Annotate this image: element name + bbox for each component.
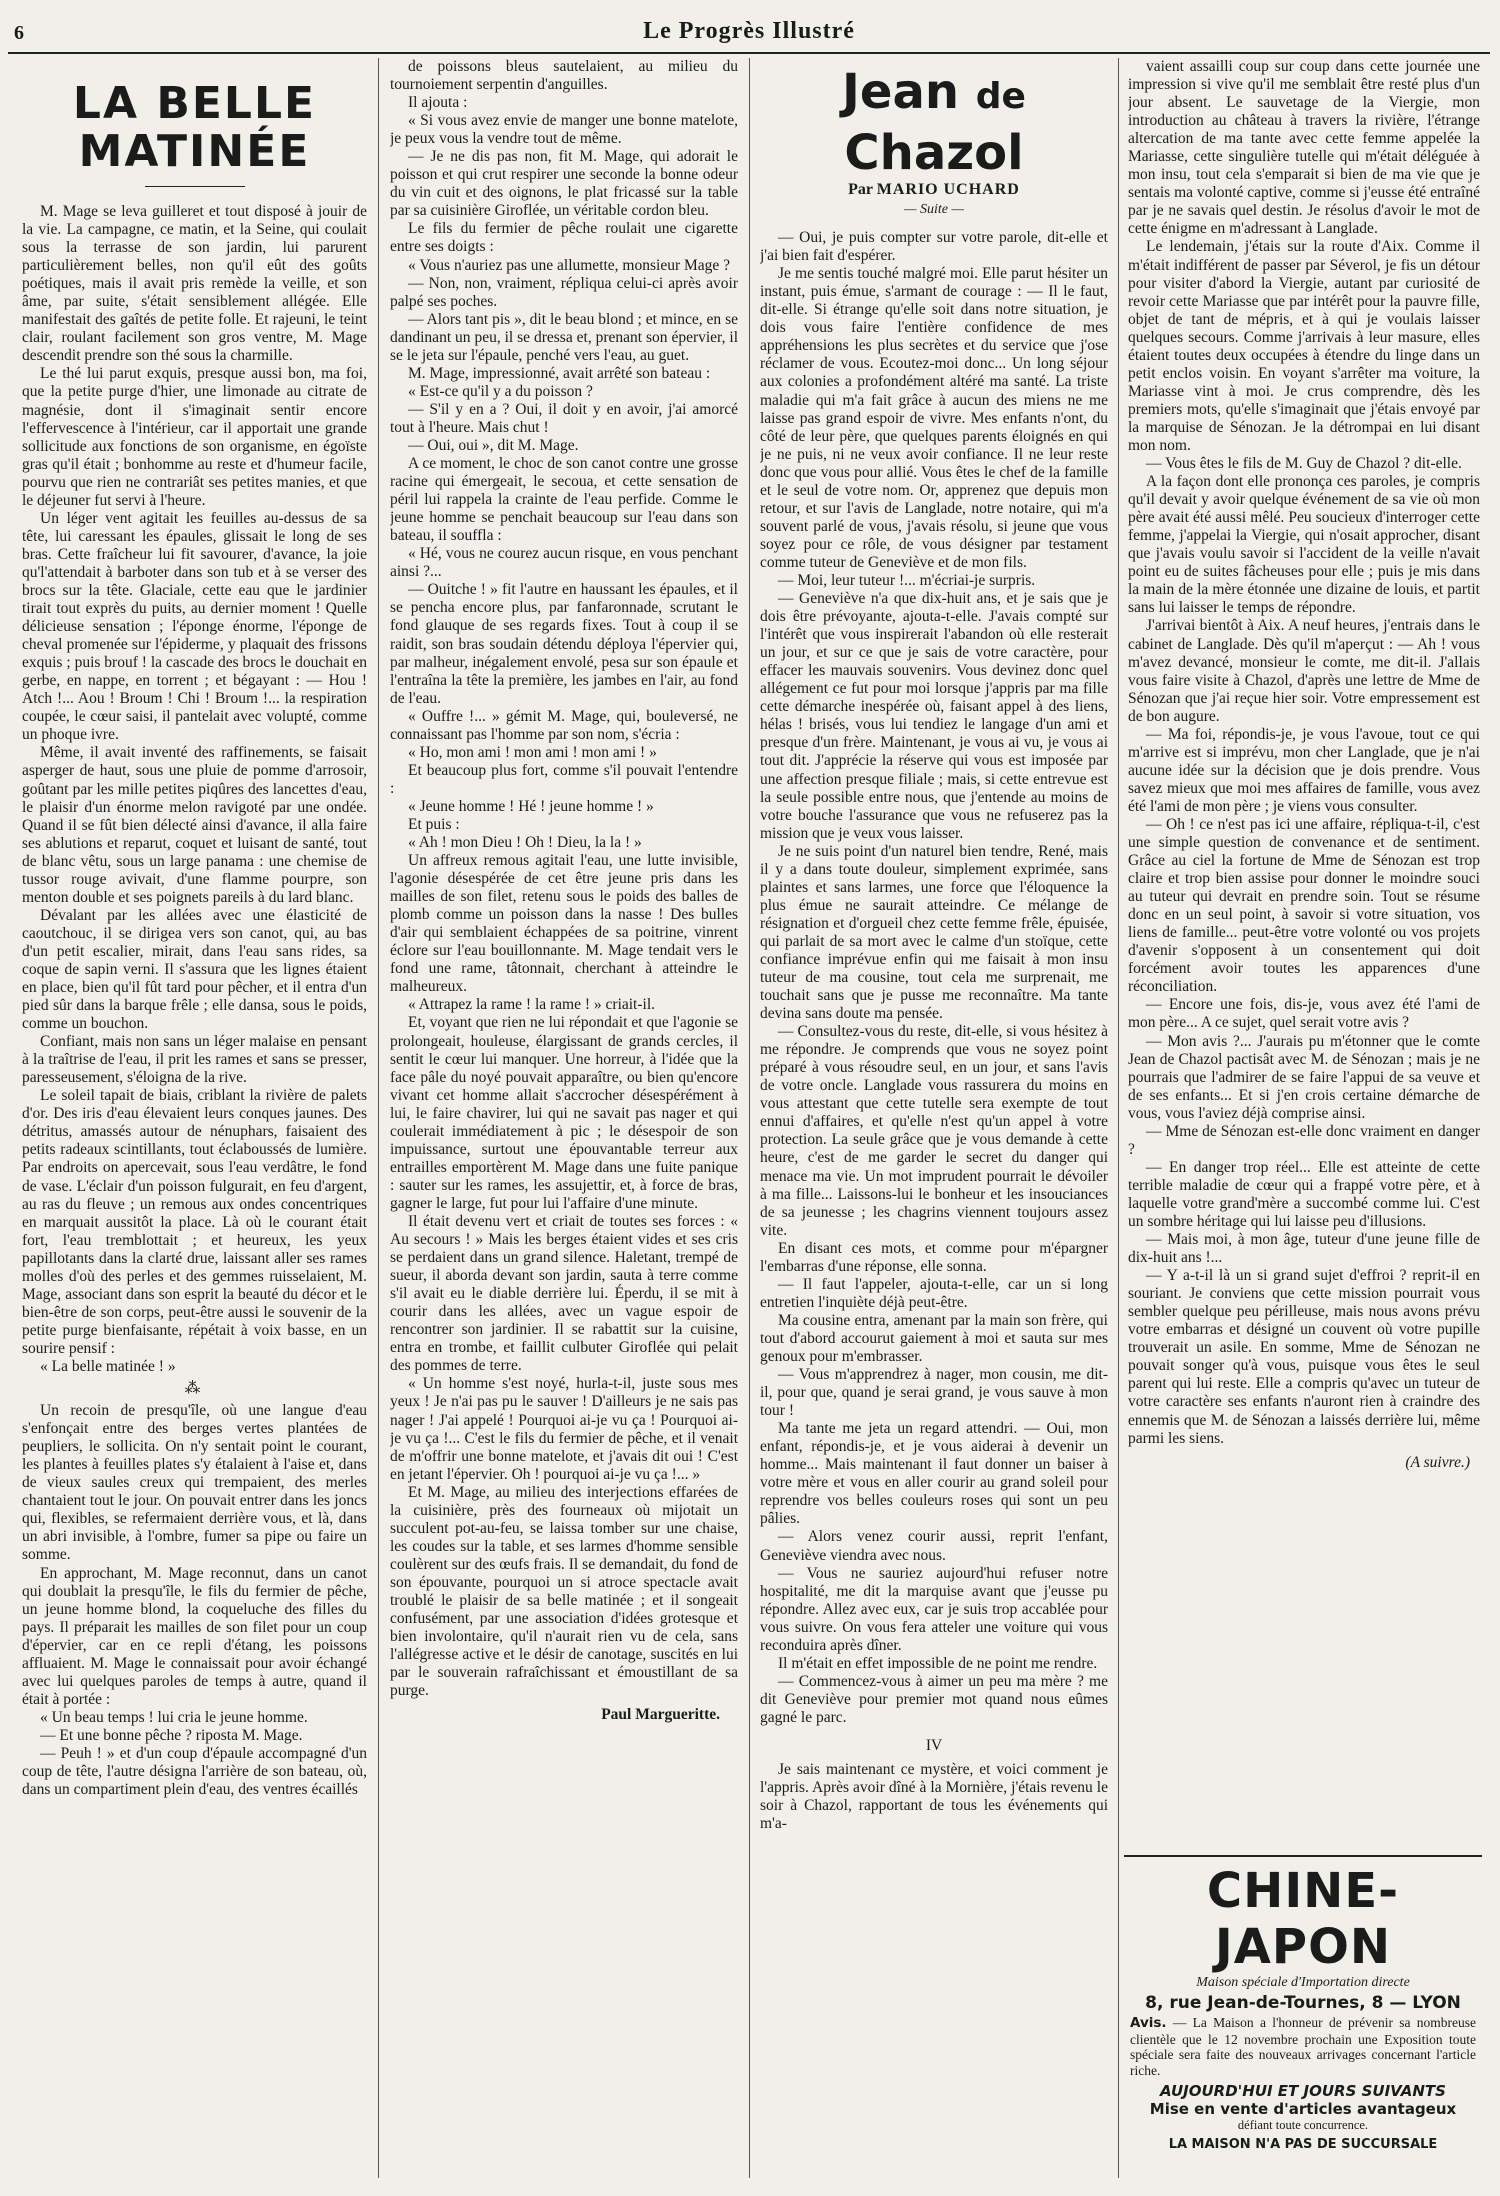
paragraph: vaient assailli coup sur coup dans cette journée une impression si vive qu'il me semblait être resté plus d'un jour absent. Le sauvetage de la Viergie, mon introduction au château à travers la rivière, l'étrange altercation de ma tante avec cette femme appelée la Mariasse, cette singulière tutelle qui m'était déléguée à mon insu, tout cela s'emparait si bien de ma vie que je sentais ma volonté captive, comme si j'eusse été entraîné par je ne savais quel destin. Je résolus d'avoir le mot de cette énigme en m'adressant à Langlade. <box>1128 58 1480 238</box>
paragraph: — Consultez-vous du reste, dit-elle, si vous hésitez à me répondre. Je comprends que vous ne soyez point préparé à vous résoudre seul, en un jour, et sans l'avis de votre oncle. Langlade vous rassurera du moins en vous attestant que cette tutelle sera exempte de tout ennui d'affaires, et qu'elle n'est qu'un appel à votre protection. La seule grâce que je vous demande à cette heure, c'est de me garder le secret du danger qui menace ma vie. Un mot imprudent pourrait le dévoiler à ma fille... Laissons-lui le bonheur et les insouciances de sa jeunesse ; les chagrins viennent toujours assez vite. <box>760 1023 1108 1239</box>
story2-col3-after <box>760 1761 1108 1833</box>
paragraph: Ma cousine entra, amenant par la main son frère, qui tout d'abord accourut gaiement à moi et sauta sur mes genoux pour m'embrasser. <box>760 1311 1108 1365</box>
paragraph: « Attrapez la rame ! la rame ! » criait-il. <box>408 996 656 1014</box>
advert-line3: défiant toute concurrence. <box>1237 2118 1369 2132</box>
story2-column-4 <box>1128 58 1480 1848</box>
paragraph: « Un beau temps ! lui cria le jeune homme. <box>40 1708 308 1726</box>
chapter-number: IV <box>925 1736 943 1754</box>
story2-suite: — Suite — <box>904 202 964 218</box>
paragraph: Il ajouta : <box>408 94 468 112</box>
paragraph: En approchant, M. Mage reconnut, dans un canot qui doublait la presqu'île, le fils du fermier de pêche, un jeune homme blond, la coqueluche des filles du pays. Il préparait les mailles de son filet pour un coup d'épervier, car en ce repli d'étang, les poissons affluaient. M. Mage le connaissait pour avoir échangé avec lui quelques paroles de temps à autre, quand il était à portée : <box>22 1564 367 1708</box>
paragraph: En disant ces mots, et comme pour m'épargner l'embarras d'une réponse, elle sonna. <box>760 1239 1108 1275</box>
paragraph: Je sais maintenant ce mystère, et voici comment je l'appris. Après avoir dîné à la Mornière, j'étais revenu le soir à Chazol, rapportant de tous les événements qui m'a- <box>760 1761 1108 1833</box>
paragraph: Et, voyant que rien ne lui répondait et que l'agonie se prolongeait, houleuse, élargissant de grands cercles, il sentit le cœur lui manquer. Une horreur, à l'idée que la face pâle du noyé pouvait apparaître, ou bien qu'encore vivant cet homme allait s'accrocher désespérément à lui, le faire chavirer, lui qui ne savait pas nager et qui coulerait immédiatement à pic ; le désespoir de son impuissance, surtout une épouvantable terreur aux entrailles emportèrent M. Mage dans une fuite panique : sauter sur les rames, les assujettir, et, à force de bras, gagner le large, fut pour lui l'affaire d'une minute. <box>390 1014 738 1212</box>
paragraph: — Mon avis ?... J'aurais pu m'étonner que le comte Jean de Chazol pactisât avec M. de Sénozan ; mais je ne pourrais que l'admirer de se faire l'appui de sa veuve et de ses enfants... Et si j'en crois certaine démarche de vous, vous l'aviez déjà comprise ainsi. <box>1128 1032 1480 1122</box>
paragraph: « Hé, vous ne courez aucun risque, en vous penchant ainsi ?... <box>390 545 738 581</box>
paragraph: Le fils du fermier de pêche roulait une cigarette entre ses doigts : <box>390 220 738 256</box>
paragraph: — Je ne dis pas non, fit M. Mage, qui adorait le poisson et qui crut respirer une seconde la bonne odeur du vin cuit et des oignons, le plat fricassé sur la table par sa cuisinière Giroflée, un véritable cordon bleu. <box>390 148 738 220</box>
story2-byline <box>760 181 1108 199</box>
paragraph: « Un homme s'est noyé, hurla-t-il, juste sous mes yeux ! Je n'ai pas pu le sauver ! D'ailleurs je ne sais pas nager ! J'ai appelé ! Pourquoi ai-je vu ça ! Pourquoi ai-je vu ça !... C'est le fils du fermier de pêche, et il venait de m'offrir une bonne matelote, et j'avais dit oui ! C'est en jetant l'épervier. Oh ! pourquoi ai-je vu ça !... » <box>390 1375 738 1483</box>
story1-col1-body <box>22 203 367 1799</box>
paragraph: — Et une bonne pêche ? riposta M. Mage. <box>40 1726 303 1744</box>
byline-prefix: Par <box>848 181 873 198</box>
paragraph: « Est-ce qu'il y a du poisson ? <box>408 382 593 400</box>
paragraph: « La belle matinée ! » <box>40 1358 176 1375</box>
paragraph: — Alors tant pis », dit le beau blond ; et mince, en se dandinant un peu, il se dressa et, prenant son épervier, il se le jeta sur l'épaule, penché vers l'eau, au guet. <box>390 310 738 364</box>
paragraph: Un recoin de presqu'île, où une langue d'eau s'enfonçait entre des berges vertes plantées de peupliers, le sollicita. On n'y sentait point le courant, les plantes à feuilles plates s'y étalaient à l'aise et, dans de vieux saules creux qui trempaient, des merles chantaient tout le jour. On pouvait entrer dans les joncs qui, flexibles, se refermaient derrière vous, et là, dans un abri invisible, à l'ombre, fumer sa pipe ou faire un somme. <box>22 1402 367 1564</box>
paragraph: — Ma foi, répondis-je, je vous l'avoue, tout ce qui m'arrive est si imprévu, mon cher Langlade, que je n'ai aucune idée sur la décision que je dois prendre. Vous savez mieux que moi mes affaires de famille, vous avez été l'ami de mon père ; je viens vous consulter. <box>1128 725 1480 815</box>
paragraph: Ma tante me jeta un regard attendri. — Oui, mon enfant, répondis-je, et je vous aiderai à devenir un homme... Mais maintenant il faut donner un baiser à votre mère et vous en aller courir au grand soleil pour reprendre vos belles couleurs roses qui sont un peu pâlies. <box>760 1420 1108 1528</box>
chine-japon-advert <box>1124 1855 1482 2175</box>
paragraph: — Geneviève n'a que dix-huit ans, et je sais que je dois être prévoyante, ajouta-t-elle. J'avais compté sur l'intérêt que vous inspirerait l'abandon où elle resterait un jour, et sur ce que je sais de votre caractère, pour effacer les mauvais souvenirs. Vous devinez donc quel allégement ce fut pour moi lorsque j'appris par ma fille cette démarche inespérée où, faisant appel à des liens, hélas ! brisés, vous lui tendiez le langage d'un ami et presque d'un frère. Maintenant, je vous ai vu, je vous ai tout dit. J'apprécie la réserve qui vous est imposée par une affection presque filiale ; mais, si cette entrevue est la seule possible entre nous, que j'entende au moins de votre bouche l'assurance que vous ne refuserez pas la mission que je veux vous laisser. <box>760 590 1108 842</box>
paragraph: Il était devenu vert et criait de toutes ses forces : « Au secours ! » Mais les berges étaient vides et ses cris se perdaient dans un grand silence. Haletant, trempé de sueur, il aborda devant son jardin, sauta à terre comme s'il avait eu le diable derrière lui. Éperdu, il se mit à courir dans les allées, avec un vague espoir de rencontrer son jardinier. Il se rabattit sur la cuisine, entra en trombe, et faillit culbuter Giroflée qui pelait des pommes de terre. <box>390 1213 738 1375</box>
paragraph: A ce moment, le choc de son canot contre une grosse racine qui émergeait, le secoua, et cette sensation de péril lui rappela la crainte de l'eau perfide. Comme le jeune homme se penchait beaucoup sur l'eau dans son bateau, il souffla : <box>390 455 738 545</box>
paragraph: M. Mage, impressionné, avait arrêté son bateau : <box>408 364 711 382</box>
paragraph: M. Mage se leva guilleret et tout disposé à jouir de la vie. La campagne, ce matin, et la Seine, qui coulait sous la terrasse de son jardin, lui parurent particulièrement belles, non qu'il eût des goûts poétiques, mais il avait pris remède la veille, et son âme, par suite, s'était sensiblement allégée. Elle manifestait des gaîtés de petite folle. Et rajeuni, le teint clair, roulant facilement son gros ventre, M. Mage descendit prendre son thé sous la charmille. <box>22 203 367 365</box>
paragraph: Même, il avait inventé des raffinements, se faisait asperger de haut, sous une pluie de pomme d'arrosoir, goûtant par les mille petites piqûres des lancettes d'eau, le plaisir d'un énorme melon ravigoté par une ondée. Quand il se fût bien délecté ainsi d'avance, il alla faire ses ablutions et reparut, coquet et luisant de santé, tout de blanc vêtu, sous un large panama : une chemise de tussor rouge avivait, d'une flamme pourpre, son menton double et ses poignets pareils à du lard blanc. <box>22 744 367 906</box>
advert-address: 8, rue Jean-de-Tournes, 8 — LYON <box>1145 1993 1461 2013</box>
paragraph: — Vous m'apprendrez à nager, mon cousin, me dit-il, pour que, quand je serai grand, je vous sauve à mon tour ! <box>760 1366 1108 1420</box>
paragraph: « Vous n'auriez pas une allumette, monsieur Mage ? <box>408 256 731 274</box>
story2-title <box>760 64 1108 181</box>
paragraph: « Jeune homme ! Hé ! jeune homme ! » <box>408 797 654 815</box>
paragraph: Et puis : <box>408 815 460 833</box>
byline-author: MARIO UCHARD <box>876 181 1020 198</box>
page-header <box>8 10 1490 52</box>
page-number: 6 <box>14 22 24 44</box>
paragraph: « Ah ! mon Dieu ! Oh ! Dieu, la la ! » <box>408 834 642 852</box>
column-divider <box>749 58 750 2178</box>
paragraph: — Alors venez courir aussi, reprit l'enfant, Geneviève viendra avec nous. <box>760 1528 1108 1564</box>
paragraph: — Mais moi, à mon âge, tuteur d'une jeune fille de dix-huit ans !... <box>1128 1231 1480 1267</box>
advert-text: — La Maison a l'honneur de prévenir sa nombreuse clientèle que le 12 novembre prochain une Exposition toute spéciale sera faite des nouveaux arrivages concernant l'article riche. <box>1130 2015 1476 2078</box>
story1-column-1 <box>22 58 367 2178</box>
paragraph: — Mme de Sénozan est-elle donc vraiment en danger ? <box>1128 1122 1480 1158</box>
story2-col3-body <box>760 229 1108 1727</box>
story1-column-2 <box>390 58 738 2178</box>
paragraph: — Vous êtes le fils de M. Guy de Chazol ? dit-elle. <box>1146 455 1462 473</box>
journal-title: Le Progrès Illustré <box>643 18 855 44</box>
advert-line2: Mise en vente d'articles avantageux <box>1149 2100 1457 2118</box>
story2-column-3 <box>760 58 1108 2178</box>
section-separator: ⁂ <box>184 1380 205 1398</box>
paragraph: — Non, non, vraiment, répliqua celui-ci après avoir palpé ses poches. <box>390 274 738 310</box>
advert-body <box>1130 2015 1476 2078</box>
paragraph: — Oui, je puis compter sur votre parole, dit-elle et j'ai bien fait d'espérer. <box>760 229 1108 265</box>
advert-title: CHINE-JAPON <box>1206 1863 1400 1975</box>
paragraph: — Il faut l'appeler, ajouta-t-elle, car un si long entretien l'inquiète déjà peut-être. <box>760 1275 1108 1311</box>
paragraph: Le lendemain, j'étais sur la route d'Aix. Comme il m'était indifférent de passer par Séverol, je fis un détour pour visiter d'abord la Viergie, autant par curiosité de revoir cette Mariasse que par intérêt pour la pauvre fille, objet de tant de mépris, et à qui je voulais laisser quelques secours. Comme j'arrivais à leur masure, elles étaient toutes deux occupées à étendre du linge dans un petit enclos voisin. En voyant s'arrêter ma voiture, la Mariasse vint à moi. Je crus comprendre, dès les premiers mots, qu'elle s'imaginait que j'étais envoyé par la marquise de Sénozan. Je la détrompai en lui disant mon nom. <box>1128 238 1480 454</box>
paragraph: « Ho, mon ami ! mon ami ! mon ami ! » <box>408 743 657 761</box>
paragraph: — En danger trop réel... Elle est atteinte de cette terrible maladie de cœur qui a frappé votre père, et à laquelle votre grand'mère a succombé comme lui. C'est un sombre héritage qui lui laisse peu d'illusions. <box>1128 1158 1480 1230</box>
column-divider <box>378 58 379 2178</box>
paragraph: de poissons bleus sautelaient, au milieu du tournoiement serpentin d'anguilles. <box>390 58 738 94</box>
paragraph: Je me sentis touché malgré moi. Elle parut hésiter un instant, puis émue, s'armant de courage : — Il le faut, dit-elle. Si étrange qu'elle soit dans notre situation, je dois vous faire l'entière confidence de mes appréhensions les plus secrètes et du service que j'ose réclamer de vous. Ecoutez-moi donc... Un long séjour aux colonies a profondément altéré ma santé. La triste maladie qui m'a fait grâce à aucun des miens ne me laisse pas grand espoir de vivre. Mes enfants n'ont, du côté de leur père, que quelques parents éloignés en qui je ne puis, ni ne veux avoir confiance. Il ne leur reste donc que vous pour allié. Vous êtes le chef de la famille et le seul de votre nom. Or, apprenez que depuis mon retour, et sur l'avis de Langlade, notre notaire, qui m'a souvent parlé de vous, j'avais résolu, si jeune que vous soyez pour ce rôle, de vous désigner par testament comme tuteur de Geneviève et de mon fils. <box>760 265 1108 571</box>
paragraph: Un affreux remous agitait l'eau, une lutte invisible, l'agonie désespérée de cet être jeune pris dans les mailles de son filet, retenu sous le poids des balles de plomb comme un poisson dans la nasse ! Des bulles d'air qui semblaient échappées de sa poitrine, vinrent éclore sur l'eau bouillonnante. M. Mage tendait vers le fond une rame, tâtonnait, cherchant à atteindre le malheureux. <box>390 852 738 996</box>
paragraph: J'arrivai bientôt à Aix. A neuf heures, j'entrais dans le cabinet de Langlade. Dès qu'il m'aperçut : — Ah ! vous m'avez devancé, monsieur le comte, me dit-il. J'allais vous faire visite à Chazol, d'après une lettre de Mme de Sénozan que j'ai reçue hier soir. Votre empressement est de bon augure. <box>1128 617 1480 725</box>
paragraph: — Oh ! ce n'est pas ici une affaire, répliqua-t-il, c'est une simple question de convenance et de sentiment. Grâce au ciel la fortune de Mme de Sénozan est trop claire et trop bien assise pour donner le moindre souci au tuteur qui devrait en prendre soin. Tout se résume donc en un seul point, à savoir si votre situation, vos liens de famille... peut-être votre volonté ou vos projets d'avenir s'opposent à un consentement qui doit forcément avoir toutes les apparences d'une réconciliation. <box>1128 815 1480 996</box>
story2-title-first: Jean <box>842 64 960 120</box>
paragraph: Dévalant par les allées avec une élasticité de caoutchouc, il se dirigea vers son canot, qui, au bas d'un petit escalier, mirait, dans l'eau sans rides, sa coque de sapin verni. Il s'assura que les lignes étaient en place, bien qu'il fût tard pour pêcher, et il entra d'un pied sûr dans la barque frêle ; elle dansa, sous le poids, comme un bouchon. <box>22 906 367 1033</box>
header-rule <box>8 52 1490 54</box>
story1-col2-body <box>390 58 738 1700</box>
advert-line1: AUJOURD'HUI ET JOURS SUIVANTS <box>1160 2082 1446 2100</box>
column-divider <box>1118 58 1119 2178</box>
paragraph: Il m'était en effet impossible de ne point me rendre. <box>778 1654 1098 1672</box>
paragraph: Je ne suis point d'un naturel bien tendre, René, mais il y a dans toute douleur, simplement exprimée, sans plaintes et sans larmes, une force que l'éloquence la plus émue ne saurait atteindre. Ce mélange de résignation et d'orgueil chez cette femme frêle, épuisée, qui parlait de sa mort avec le calme d'un stoïque, cette confiance imprévue enfin qui me faisait à mon insu tuteur de ma cousine, tout cela me surprenait, me touchait sans que je pusse me reconnaître. Ma tante devina sans doute ma pensée. <box>760 842 1108 1023</box>
advert-footer: LA MAISON N'A PAS DE SUCCURSALE <box>1168 2137 1438 2152</box>
paragraph: — Encore une fois, dis-je, vous avez été l'ami de mon père... A ce sujet, quel serait votre avis ? <box>1128 996 1480 1032</box>
paragraph: — Y a-t-il là un si grand sujet d'effroi ? reprit-il en souriant. Je conviens que cette mission pourrait vous sembler quelque peu périlleuse, mais nous avons prévu votre embarras et désigné un couvent où votre pupille trouverait un asile. En somme, Mme de Sénozan ne pouvait songer qu'à vous, puisque vous êtes le seul parent qui lui reste. Elle a compris qu'avec un tuteur de votre caractère ses enfants n'auront rien à craindre des ennemis que M. de Sénozan a laissés derrière lui, même parmi les siens. <box>1128 1267 1480 1447</box>
paragraph: — Commencez-vous à aimer un peu ma mère ? me dit Geneviève pour premier mot quand nous eûmes gagné le parc. <box>760 1672 1108 1726</box>
paragraph: Le soleil tapait de biais, criblant la rivière de palets d'or. Des iris d'eau élevaient leurs conques jaunes. Des détritus, amassés autour de nénuphars, faisaient des petits radeaux scintillants, tout éclaboussés de lumière. Par endroits on apercevait, sous l'eau verdâtre, le fond de vase. L'éclair d'un poisson fulgurait, en feu d'argent, au ras du fleuve ; un remous aux ondes concentriques en marquait aussitôt la place. Là où le courant était fort, l'eau tremblottait ; et heureux, les yeux papillotants dans la clarté drue, laissant aller ses rames molles d'où des perles et des gemmes ruisselaient, M. Mage, associant dans son esprit la beauté du décor et le bien-être de son corps, peut-être aussi le souvenir de la petite purge bienfaisante, répétait à voix basse, en un sourire pensif : <box>22 1087 367 1357</box>
advert-avis: Avis. <box>1130 2015 1167 2031</box>
paragraph: — S'il y en a ? Oui, il doit y en avoir, j'ai amorcé tout à l'heure. Mais chut ! <box>390 400 738 436</box>
a-suivre: (A suivre.) <box>1405 1453 1470 1471</box>
paragraph: — Moi, leur tuteur !... m'écriai-je surpris. <box>778 571 1036 589</box>
paragraph: Et M. Mage, au milieu des interjections effarées de la cuisinière, près des fourneaux où mijotait un succulent pot-au-feu, se laissa tomber sur une chaise, les coudes sur la table, et ses larmes d'homme sensible coulèrent sur des œufs frais. Il se demandait, du fond de son épouvante, pourquoi un si atroce spectacle avait troublé le plaisir de sa belle matinée ; et il songeait confusément, par une association d'idées grotesque et bien involontaire, qu'il n'aurait rien vu de cela, sans l'allégresse active et le désir de canotage, suscités en lui par le souverain rafraîchissant et émoustillant de sa purge. <box>390 1483 738 1700</box>
paragraph: Le thé lui parut exquis, presque aussi bon, ma foi, que la petite purge d'hier, une limonade au citrate de magnésie, dont il s'imaginait sentir encore l'effervescence à l'intérieur, car il apportait une grande sollicitude aux fonctions de son organisme, en égoïste gras qu'il était ; bonhomme au reste et d'humeur facile, pourvu que rien ne contrariât ses petites manies, et que le déjeuner fut servi à l'heure. <box>22 365 367 509</box>
paragraph: A la façon dont elle prononça ces paroles, je compris qu'il devait y avoir quelque événement de sa vie où mon père avait été aussi mêlé. Peu soucieux d'interroger cette femme, j'appelai la Viergie, qui n'osait approcher, disant que j'avais voulu savoir si l'accident de la veille n'avait point eu de suites fâcheuses pour elle ; puis je mis dans la main de la mère étonnée une dizaine de louis, et partit sans lui laisser le temps de répondre. <box>1128 473 1480 617</box>
paragraph: Un léger vent agitait les feuilles au-dessus de sa tête, lui caressant les épaules, glissait le long de ses bras. Cette fraîcheur lui fit savourer, d'avance, la joie qu'l'attendait à barboter dans son tub et à se verser des brocs sur la tête. Glaciale, cette eau que le jardinier tirait tout exprès du puits, au dernier moment ! Quelle délicieuse sensation ; l'éponge énorme, l'éponge de cheval promenée sur l'épiderme, y plaquait des frissons exquis ; puis brouf ! la cascade des brocs le douchait en gerbe, en nappe, en torrent ; et bégayant : — Hou ! Atch !... Aou ! Broum ! Chi ! Broum !... la respiration coupée, le cœur saisi, il pantelait avec volupté, comme un phoque ivre. <box>22 509 367 744</box>
paragraph: — Ouitche ! » fit l'autre en haussant les épaules, et il se pencha encore plus, par fanfaronnade, scrutant le fond glauque de ses regards fixes. Tout à coup il se raidit, son bras soudain détendu déploya l'épervier qui, par malheur, inégalement envolé, pesa sur son épaule et l'entraîna la tête la première, les jambes en l'air, au fond de l'eau. <box>390 581 738 707</box>
story2-title-de: de <box>975 76 1026 117</box>
title-rule <box>145 186 245 187</box>
paragraph: « Ouffre !... » gémit M. Mage, qui, bouleversé, ne connaissant pas l'homme par son nom, s'écria : <box>390 707 738 743</box>
story1-signature: Paul Margueritte. <box>601 1706 720 1724</box>
story2-col4-body <box>1128 58 1480 1448</box>
paragraph: — Peuh ! » et d'un coup d'épaule accompagné d'un coup de tête, l'autre désigna l'arrière de son bateau, où, dans un compartiment plein d'eau, des ventres écaillés <box>22 1744 367 1799</box>
paragraph: — Vous ne sauriez aujourd'hui refuser notre hospitalité, me dit la marquise avant que j'eusse pu répondre. Allez avec eux, car je suis trop accablée pour vous suivre. On vous fera atteler une voiture qui vous reconduira après dîner. <box>760 1564 1108 1654</box>
story2-title-last: Chazol <box>844 125 1024 181</box>
paragraph: — Oui, oui », dit M. Mage. <box>408 436 579 454</box>
paragraph: « Si vous avez envie de manger une bonne matelote, je peux vous la vendre tout de même. <box>390 112 738 148</box>
advert-subtitle: Maison spéciale d'Importation directe <box>1196 1975 1410 1990</box>
story1-title: LA BELLE MATINÉE <box>72 78 317 177</box>
paragraph: Confiant, mais non sans un léger malaise en pensant à la traîtrise de l'eau, il prit les rames et sans se presser, paresseusement, s'éloigna de la rive. <box>22 1033 367 1087</box>
paragraph: Et beaucoup plus fort, comme s'il pouvait l'entendre : <box>390 761 738 797</box>
